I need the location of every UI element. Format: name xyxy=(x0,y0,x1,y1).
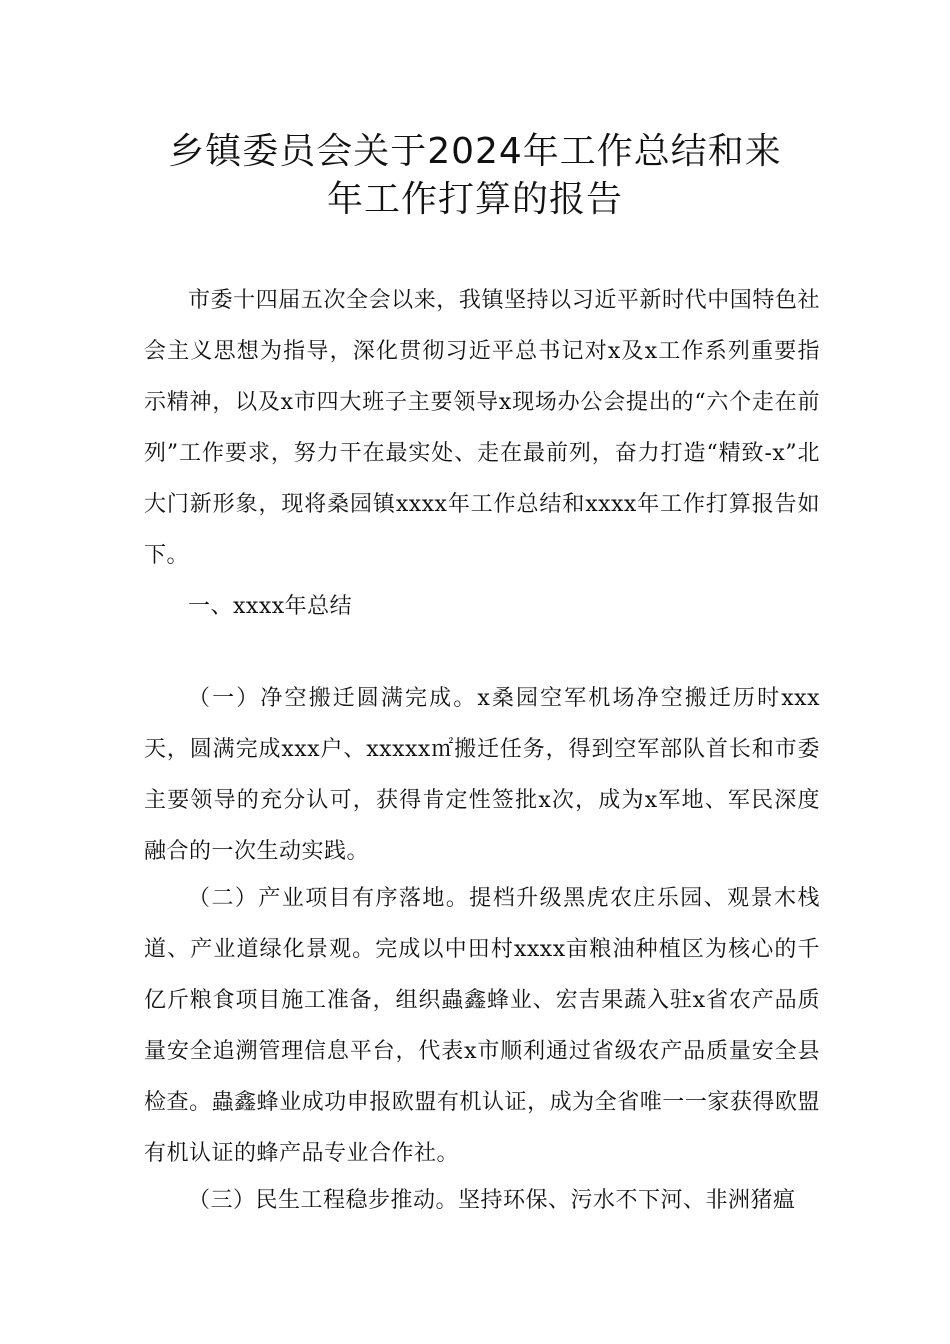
section-heading-summary: 一、xxxx年总结 xyxy=(188,594,353,619)
summary-item-2: （二）产业项目有序落地。提档升级黑虎农庄乐园、观景木栈道、产业道绿化景观。完成以中田村xxxx亩粮油种植区为核心的千亿斤粮食项目施工准备，组织蟲鑫蜂业、宏吉果蔬入驻x省农产品质量安全追溯管理信息平台，代表x市顺利通过省级农产品质量安全县检查。蟲鑫蜂业成功申报欧盟有机认证，成为全省唯一一家获得欧盟有机认证的蜂产品专业合作社。 xyxy=(144,886,820,1166)
title-line-2: 年工作打算的报告 xyxy=(326,179,623,220)
intro-paragraph: 市委十四届五次全会以来，我镇坚持以习近平新时代中国特色社会主义思想为指导，深化贯彻习近平总书记对x及x工作系列重要指示精神，以及x市四大班子主要领导x现场办公会提出的“六个走在前列”工作要求，努力干在最实处、走在最前列，奋力打造“精致-x”北大门新形象，现将桑园镇xxxx年工作总结和xxxx年工作打算报告如下。 xyxy=(144,288,820,568)
summary-item-1: （一）净空搬迁圆满完成。x桑园空军机场净空搬迁历时xxx天，圆满完成xxx户、xxxxx㎡搬迁任务，得到空军部队首长和市委主要领导的充分认可，获得肯定性签批x次，成为x军地、军民深度融合的一次生动实践。 xyxy=(144,686,820,864)
summary-item-3: （三）民生工程稳步推动。坚持环保、污水不下河、非洲猪瘟 xyxy=(188,1188,796,1213)
title-line-1: 乡镇委员会关于2024年工作总结和来 xyxy=(168,131,782,172)
document-title xyxy=(120,128,830,224)
